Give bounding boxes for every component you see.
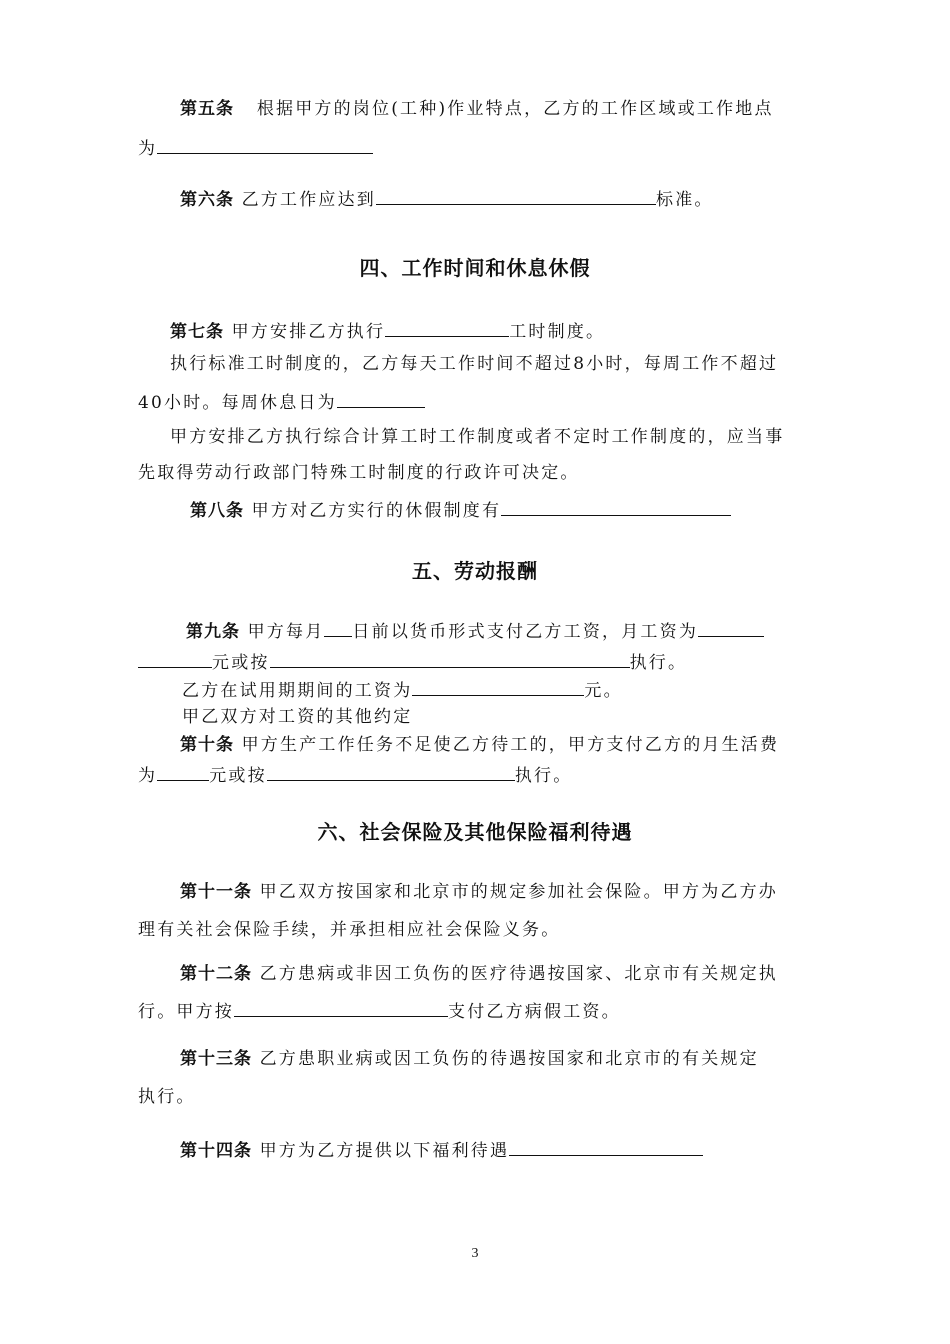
article-10-text-4: 执行。 (514, 766, 573, 786)
work-location-blank[interactable] (157, 135, 373, 154)
article-10-text: 甲方生产工作任务不足使乙方待工的，甲方支付乙方的月生活费 (241, 735, 780, 755)
article-7-p3-line-1: 甲方安排乙方执行综合计算工时工作制度或者不定时工作制度的，应当事 (170, 427, 785, 447)
rest-day-blank[interactable] (337, 389, 425, 408)
probation-wage-blank[interactable] (412, 677, 584, 696)
probation-wage-text: 乙方在试用期期间的工资为 (182, 681, 413, 701)
article-12-label: 第十二条 (180, 964, 252, 984)
article-12-text-2: 行。甲方按 (138, 1002, 234, 1022)
living-allowance-blank[interactable] (157, 762, 209, 781)
article-7-p3-line-2: 先取得劳动行政部门特殊工时制度的行政许可决定。 (138, 463, 580, 483)
article-7-p2-line-2 (138, 389, 425, 415)
article-9-line-1 (186, 618, 764, 644)
article-7-label: 第七条 (170, 322, 224, 342)
sick-pay-method-blank[interactable] (234, 998, 448, 1017)
section-6-heading: 六、社会保险及其他保险福利待遇 (317, 820, 633, 844)
working-hours-system-blank[interactable] (385, 318, 509, 337)
pay-day-blank[interactable] (324, 618, 352, 637)
article-9-line-2 (138, 649, 687, 675)
article-9-text-3: 元或按 (212, 653, 270, 673)
leave-system-blank[interactable] (501, 497, 731, 516)
allowance-method-blank[interactable] (267, 762, 515, 781)
article-9-label: 第九条 (186, 622, 240, 642)
article-13-line-1 (180, 1047, 759, 1071)
article-11-line-1 (180, 880, 778, 904)
article-9-text-2: 日前以货币形式支付乙方工资，月工资为 (352, 622, 699, 642)
article-11-text: 甲乙双方按国家和北京市的规定参加社会保险。甲方为乙方办 (259, 882, 779, 902)
article-14-line (180, 1137, 703, 1163)
article-13-text: 乙方患职业病或因工负伤的待遇按国家和北京市的有关规定 (259, 1049, 759, 1069)
article-8-label: 第八条 (190, 501, 244, 521)
article-7-text: 甲方安排乙方执行 (231, 322, 386, 342)
article-10-line-1 (180, 733, 779, 757)
article-13-label: 第十三条 (180, 1049, 252, 1069)
article-6-line (180, 186, 714, 212)
article-6-text: 乙方工作应达到 (241, 190, 377, 210)
work-standard-blank[interactable] (376, 186, 656, 205)
article-13-line-2: 执行。 (138, 1087, 196, 1107)
article-12-text: 乙方患病或非因工负伤的医疗待遇按国家、北京市有关规定执 (259, 964, 779, 984)
article-12-line-1 (180, 962, 778, 986)
wage-method-blank[interactable] (270, 649, 630, 668)
article-5-line-2 (138, 135, 373, 161)
article-9-p2-line (182, 677, 623, 703)
article-9-p3-line: 甲乙双方对工资的其他约定 (182, 707, 413, 727)
article-5-label: 第五条 (180, 99, 234, 119)
article-8-text: 甲方对乙方实行的休假制度有 (251, 501, 502, 521)
monthly-wage-blank-1[interactable] (698, 618, 764, 637)
article-10-line-2 (138, 762, 572, 788)
article-9-text-4: 执行。 (629, 653, 688, 673)
article-12-text-3: 支付乙方病假工资。 (448, 1002, 621, 1022)
article-8-line (190, 497, 731, 523)
section-5-heading: 五、劳动报酬 (412, 559, 538, 583)
article-5-text-2: 为 (138, 139, 158, 159)
benefits-blank[interactable] (509, 1137, 703, 1156)
article-11-label: 第十一条 (180, 882, 252, 902)
article-7-line (170, 318, 605, 344)
section-4-heading: 四、工作时间和休息休假 (359, 256, 591, 280)
article-9-text: 甲方每月 (247, 622, 325, 642)
article-10-text-3: 元或按 (209, 766, 267, 786)
article-11-line-2: 理有关社会保险手续，并承担相应社会保险义务。 (138, 920, 561, 940)
article-7-p2-line-1: 执行标准工时制度的，乙方每天工作时间不超过8小时，每周工作不超过 (170, 354, 779, 374)
article-14-label: 第十四条 (180, 1141, 252, 1161)
page-number: 3 (471, 1246, 479, 1261)
article-12-line-2 (138, 998, 621, 1024)
monthly-wage-blank-2[interactable] (138, 649, 212, 668)
article-5-text: 根据甲方的岗位(工种)作业特点，乙方的工作区域或工作地点 (256, 99, 774, 119)
article-5-line-1 (180, 97, 774, 121)
rest-day-text: 40小时。每周休息日为 (138, 393, 337, 413)
article-7-text-2: 工时制度。 (509, 322, 606, 342)
article-10-text-2: 为 (138, 766, 158, 786)
article-10-label: 第十条 (180, 735, 234, 755)
article-14-text: 甲方为乙方提供以下福利待遇 (259, 1141, 510, 1161)
article-6-label: 第六条 (180, 190, 234, 210)
article-6-text-2: 标准。 (656, 190, 714, 210)
probation-wage-unit: 元。 (584, 681, 623, 701)
